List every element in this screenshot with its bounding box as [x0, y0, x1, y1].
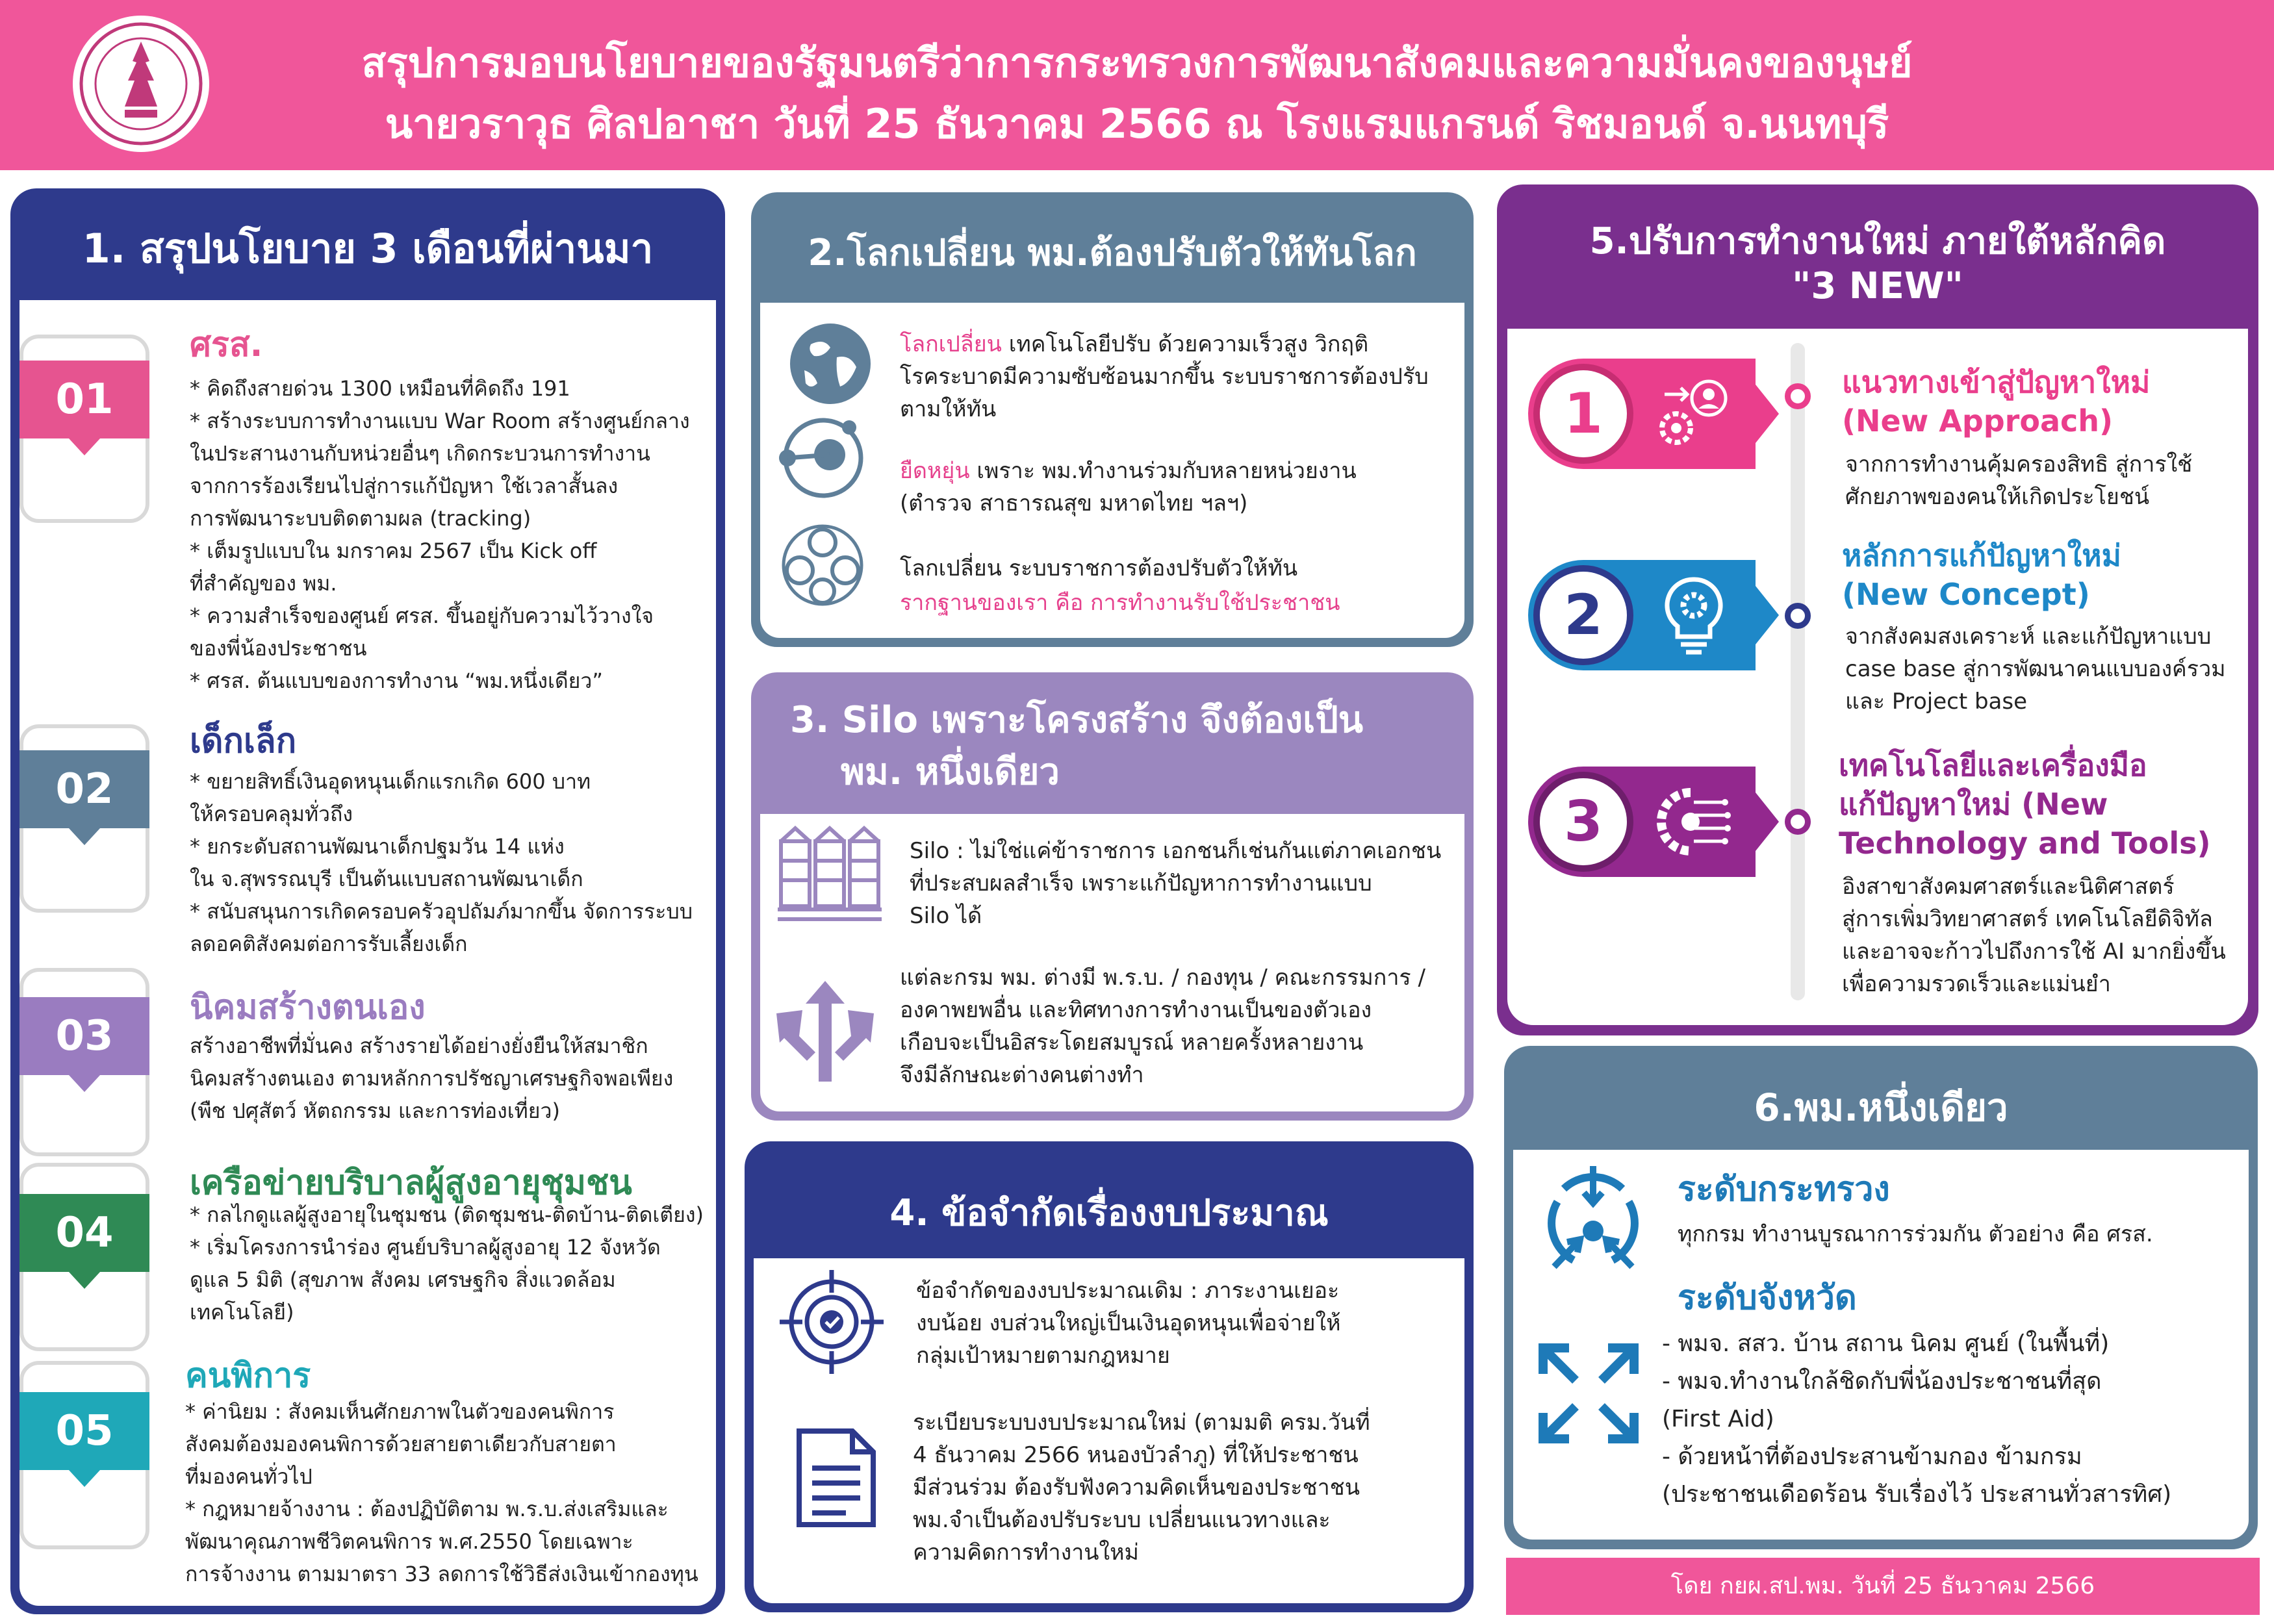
new-2-pointer — [1756, 586, 1779, 644]
header-title-line1: สรุปการมอบนโยบายของรัฐมนตรีว่าการกระทรวงการพัฒนาสังคมและความมั่นคงของนุษย์ — [361, 39, 1913, 86]
section-2-text-1 — [900, 328, 1429, 425]
section-2-text-2-rest: เพราะ พม.ทำงานร่วมกับหลายหน่วยงาน (ตำรวจ สาธารณสุข มหาดไทย ฯลฯ) — [900, 458, 1357, 516]
item-05-number: 05 — [19, 1392, 149, 1470]
header-title-line2: นายวราวุธ ศิลปอาชา วันที่ 25 ธันวาคม 2566 ณ โรงแรมแกรนด์ ริชมอนด์ จ.นนทบุรี — [385, 100, 1889, 147]
section-6-title: 6.พม.หนึ่งเดียว — [1754, 1085, 2008, 1130]
item-02-number: 02 — [19, 750, 149, 828]
new-1-pointer — [1756, 385, 1779, 443]
item-02-body: * ขยายสิทธิ์เงินอุดหนุนเด็กแรกเกิด 600 บาท ให้ครอบคลุมทั่วถึง * ยกระดับสถานพัฒนาเด็กปฐมวัน 14 แห่ง ใน จ.สุพรรณบุรี เป็นต้นแบบสถานพัฒนาเด็ก * สนับสนุนการเกิดครอบครัวอุปถัมภ์มากขึ้น จัดการระบบ ลดอคติสังคมต่อการรับเลี้ยงเด็ก — [190, 769, 693, 956]
new-2-body: จากสังคมสงเคราะห์ และแก้ปัญหาแบบ case base สู่การพัฒนาคนแบบองค์รวม และ Project base — [1845, 624, 2226, 715]
section-5-title-line2: "3 NEW" — [1792, 265, 1963, 307]
section-4-title: 4. ข้อจำกัดเรื่องงบประมาณ — [889, 1192, 1329, 1234]
section-6-heading-ministry: ระดับกระทรวง — [1678, 1170, 1890, 1209]
new-2-capsule — [1528, 560, 1756, 670]
new-3-body: อิงสาขาสังคมศาสตร์และนิติศาสตร์ สู่การเพิ่มวิทยาศาสตร์ เทคโนโลยีดิจิทัล และอาจจะก้าวไปถึงการใช้ AI มากยิ่งขึ้น เพื่อความรวดเร็วและแม่นยำ — [1842, 874, 2226, 997]
section-2-text-3: โลกเปลี่ยน ระบบราชการต้องปรับตัวให้ทัน — [900, 555, 1298, 581]
target-icon — [776, 1267, 887, 1377]
section-4-text-2: ระเบียบระบบงบประมาณใหม่ (ตามมติ ครม.วันที่ 4 ธันวาคม 2566 หนองบัวลำภู) ที่ให้ประชาชน มีส่วนร่วม ต้องรับฟังความคิดเห็นของประชาชน พม.จำเป็นต้องปรับระบบ เปลี่ยนแนวทางและ ความคิดการทำงานใหม่ — [913, 1410, 1370, 1566]
item-02-heading: เด็กเล็ก — [190, 722, 297, 761]
new-1-body: จากการทำงานคุ้มครองสิทธิ สู่การใช้ ศักยภาพของคนให้เกิดประโยชน์ — [1845, 451, 2193, 510]
section-2-highlight-1: โลกเปลี่ยน — [900, 331, 1002, 357]
diverging-arrows-icon — [767, 974, 884, 1085]
timeline-dot-1 — [1785, 383, 1811, 409]
section-2-highlight-2: ยืดหยุ่น — [900, 458, 970, 484]
document-icon — [794, 1426, 878, 1530]
silo-icon — [774, 822, 885, 926]
footer-credit: โดย กยผ.สป.พม. วันที่ 25 ธันวาคม 2566 — [1506, 1558, 2260, 1615]
item-04-heading: เครือข่ายบริบาลผู้สูงอายุชุมชน — [190, 1163, 632, 1202]
section-5-title-line1: 5.ปรับการทำงานใหม่ ภายใต้หลักคิด — [1589, 220, 2166, 262]
section-3-text-2: แต่ละกรม พม. ต่างมี พ.ร.บ. / กองทุน / คณะกรรมการ / องคาพยพอื่น และทิศทางการทำงานเป็นของตัวเอง เกือบจะเป็นอิสระโดยสมบูรณ์ หลายครั้งหลายงาน จึงมีลักษณะต่างคนต่างทำ — [900, 965, 1425, 1088]
item-01-body: * คิดถึงสายด่วน 1300 เหมือนที่คิดถึง 191 * สร้างระบบการทำงานแบบ War Room สร้างศูนย์กลาง ในประสานงานกับหน่วยอื่นๆ เกิดกระบวนการทำงาน จากการร้องเรียนไปสู่การแก้ปัญหา ใช้เวลาสั้นลง การพัฒนาระบบติดตามผล (tracking) * เต็มรูปแบบใน มกราคม 2567 เป็น Kick off ที่สำคัญของ พม. * ความสำเร็จของศูนย์ ศรส. ขึ้นอยู่กับความไว้วางใจ ของพี่น้องประชาชน * ศรส. ต้นแบบของการทำงาน “พม.หนึ่งเดียว” — [190, 376, 690, 693]
new-3-number: 3 — [1533, 772, 1633, 872]
gear-person-icon — [1652, 375, 1730, 453]
circuit-gear-icon — [1655, 783, 1733, 861]
item-04-body: * กลไกดูแลผู้สูงอายุในชุมชน (ติดชุมชน-ติดบ้าน-ติดเตียง) * เริ่มโครงการนำร่อง ศูนย์บริบาลผู้สูงอายุ 12 จังหวัด ดูแล 5 มิติ (สุขภาพ สังคม เศรษฐกิจ สิ่งแวดล้อม เทคโนโลยี) — [190, 1202, 704, 1325]
section-3-title-line1: 3. Silo เพราะโครงสร้าง จึงต้องเป็น — [790, 699, 1364, 741]
item-01-number: 01 — [19, 361, 149, 438]
new-1-capsule — [1528, 359, 1756, 469]
timeline-dot-3 — [1785, 809, 1811, 835]
converge-center-icon — [1535, 1163, 1652, 1280]
new-1-heading: แนวทางเข้าสู่ปัญหาใหม่ (New Approach) — [1842, 364, 2151, 438]
item-05-heading: คนพิการ — [185, 1356, 311, 1395]
new-2-heading: หลักการแก้ปัญหาใหม่ (New Concept) — [1842, 538, 2121, 612]
item-04-number: 04 — [19, 1194, 149, 1272]
network-icon — [774, 416, 872, 500]
people-group-icon — [777, 520, 868, 611]
new-3-heading: เทคโนโลยีและเครื่องมือ แก้ปัญหาใหม่ (New Technology and Tools) — [1839, 748, 2211, 861]
timeline-line — [1791, 343, 1805, 1000]
expand-arrows-icon — [1533, 1338, 1644, 1449]
section-2-text-1-rest: เทคโนโลยีปรับ ด้วยความเร็วสูง วิกฤติ โรคระบาดมีความซับซ้อนมากขึ้น ระบบราชการต้องปรับ ตามให้ทัน — [900, 331, 1429, 422]
item-05-body: * ค่านิยม : สังคมเห็นศักยภาพในตัวของคนพิการ สังคมต้องมองคนพิการด้วยสายตาเดียวกับสายตา ที่มองคนทั่วไป * กฎหมายจ้างงาน : ต้องปฏิบัติตาม พ.ร.บ.ส่งเสริมและ พัฒนาคุณภาพชีวิตคนพิการ พ.ศ.2550 โดยเฉพาะ การจ้างงาน ตามมาตรา 33 ลดการใช้วิธีส่งเงินเข้ากองทุน — [185, 1399, 698, 1586]
section-2-text-3-highlight: รากฐานของเรา คือ การทำงานรับใช้ประชาชน — [900, 590, 1340, 616]
item-03-number: 03 — [19, 997, 149, 1075]
lightbulb-gear-icon — [1655, 573, 1733, 657]
section-4-text-1: ข้อจำกัดของงบประมาณเดิม : ภาระงานเยอะ งบน้อย งบส่วนใหญ่เป็นเงินอุดหนุนเพื่อจ่ายให้ กลุ่มเป้าหมายตามกฎหมาย — [916, 1278, 1341, 1369]
item-03-heading: นิคมสร้างตนเอง — [190, 988, 426, 1027]
section-6-heading-province: ระดับจังหวัด — [1678, 1278, 1857, 1317]
new-3-pointer — [1756, 793, 1779, 851]
section-2-text-2 — [900, 455, 1357, 520]
section-1-title: 1. สรุปนโยบาย 3 เดือนที่ผ่านมา — [82, 225, 654, 272]
new-2-number: 2 — [1533, 565, 1633, 665]
section-2-title: 2.โลกเปลี่ยน พม.ต้องปรับตัวให้ทันโลก — [808, 232, 1417, 274]
section-3-text-1: Silo : ไม่ใช่แค่ข้าราชการ เอกชนก็เช่นกันแต่ภาคเอกชน ที่ประสบผลสำเร็จ เพราะแก้ปัญหาการทำงานแบบ Silo ได้ — [910, 838, 1442, 929]
header-banner — [0, 0, 2274, 170]
item-03-body: สร้างอาชีพที่มั่นคง สร้างรายได้อย่างยั่งยืนให้สมาชิก นิคมสร้างตนเอง ตามหลักการปรัชญาเศรษฐกิจพอเพียง (พืช ปศุสัตว์ หัตถกรรม และการท่องเที่ยว) — [190, 1034, 674, 1123]
section-6-text-ministry: ทุกกรม ทำงานบูรณาการร่วมกัน ตัวอย่าง คือ ศรส. — [1678, 1221, 2153, 1247]
section-3-title-line2: พม. หนึ่งเดียว — [841, 751, 1060, 793]
new-1-number: 1 — [1533, 364, 1633, 464]
item-01-heading: ศรส. — [190, 325, 263, 364]
globe-icon — [785, 318, 876, 409]
timeline-dot-2 — [1785, 603, 1811, 629]
section-6-text-province: - พมจ. สสว. บ้าน สถาน นิคม ศูนย์ (ในพื้นที่) - พมจ.ทำงานใกล้ชิดกับพี่น้องประชาชนที่สุด (First Aid) - ด้วยหน้าที่ต้องประสานข้ามกอง ข้ามกรม (ประชาชนเดือดร้อน รับเรื่องไว้ ประสานทั่วสารทิศ) — [1662, 1330, 2172, 1508]
new-3-capsule — [1528, 767, 1756, 877]
